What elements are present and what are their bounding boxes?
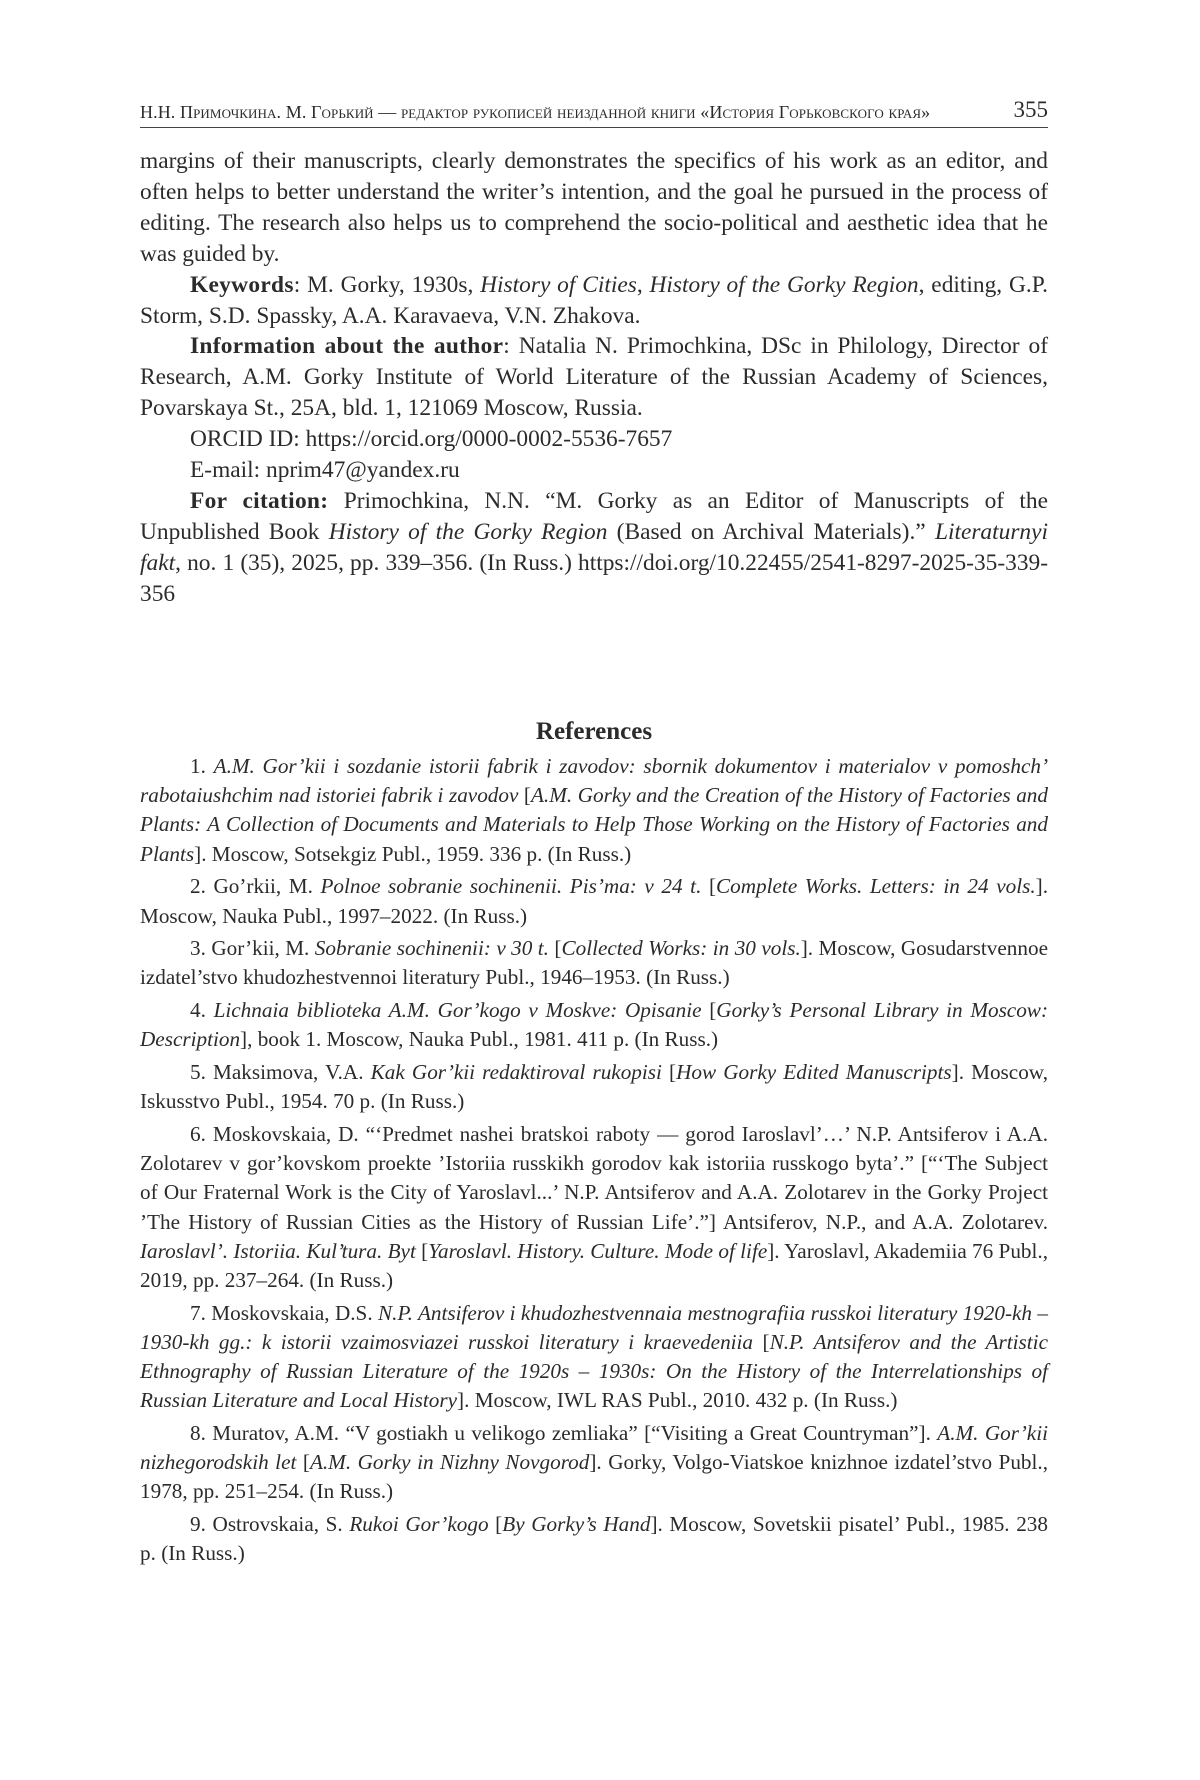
email: E-mail: nprim47@yandex.ru bbox=[190, 457, 460, 484]
keywords-text: , editing, G.P. Storm, S.D. Spassky, A.A. Karavaeva, V.N. Zhakova. bbox=[140, 271, 1048, 329]
reference-segment: 2. Go’rkii, M. bbox=[190, 874, 321, 899]
reference-segment: ]. Moscow, Sovetskii pisatel’ Publ., 1985. 238 p. (In Russ.) bbox=[140, 1512, 1048, 1566]
reference-italic-segment: N.P. Antsiferov and the Artistic Ethnography of Russian Literature of the 1920s – 1930s: On the History of the Interrelationships of Russian Literature and Local History bbox=[140, 1329, 1048, 1413]
reference-segment: [ bbox=[753, 1329, 770, 1354]
citation-text: (Based on Archival Materials).” bbox=[607, 518, 935, 545]
reference-italic-segment: A.M. Gor’kii nizhegorodskih let bbox=[140, 1420, 1048, 1475]
reference-italic-segment: N.P. Antsiferov i khudozhestvennaia mestnografiia russkoi literatury 1920-kh – 1930-kh gg.: k istorii vzaimosviazei russkoi literatury i kraevedeniia bbox=[140, 1300, 1049, 1354]
reference-item bbox=[140, 934, 1048, 992]
reference-segment: [ bbox=[296, 1450, 310, 1475]
reference-italic-segment: Complete Works. Letters: in 24 vols. bbox=[716, 874, 1036, 899]
reference-italic-segment: Gorky’s Personal Library in Moscow: Description bbox=[140, 998, 1048, 1052]
page-number: 355 bbox=[1013, 97, 1048, 122]
reference-italic-segment: A.M. Gorky in Nizhny Novgorod bbox=[309, 1450, 590, 1475]
references-list bbox=[140, 752, 1048, 1568]
reference-segment: 7. Moskovskaia, D.S. bbox=[190, 1300, 379, 1325]
reference-item bbox=[140, 1510, 1048, 1568]
reference-segment: 5. Maksimova, V.A. bbox=[190, 1060, 371, 1085]
reference-segment: ]. Moscow, IWL RAS Publ., 2010. 432 p. (In Russ.) bbox=[457, 1388, 898, 1413]
reference-item bbox=[140, 752, 1048, 869]
citation-label: For citation: bbox=[190, 487, 329, 514]
references-title: References bbox=[535, 718, 653, 745]
author-info bbox=[140, 331, 1048, 424]
reference-segment: ]. Moscow, Iskusstvo Publ., 1954. 70 p. (In Russ.) bbox=[140, 1060, 1049, 1114]
citation-text: , no. 1 (35), 2025, pp. 339–356. (In Russ.) https://doi.org/10.22455/2541-8297-2025-35-339-356 bbox=[140, 549, 1048, 607]
orcid: ORCID ID: https://orcid.org/0000-0002-5536-7657 bbox=[190, 426, 673, 453]
running-title: Н.Н. Примочкина. М. Горький — редактор рукописей неизданной книги «История Горьковского края» bbox=[140, 102, 931, 122]
reference-segment: [ bbox=[701, 874, 717, 899]
keywords-text: : M. Gorky, 1930s, bbox=[293, 271, 481, 298]
reference-italic-segment: Collected Works: in 30 vols. bbox=[561, 936, 801, 961]
reference-italic-segment: By Gorky’s Hand bbox=[502, 1512, 651, 1537]
reference-segment: [ bbox=[548, 936, 562, 961]
reference-italic-segment: A.M. Gorky and the Creation of the History of Factories and Plants: A Collection of Documents and Materials to Help Those Working on the History of Factories and Plants bbox=[140, 783, 1048, 866]
reference-segment: 4. bbox=[190, 998, 214, 1023]
reference-segment: [ bbox=[518, 783, 531, 808]
reference-item bbox=[140, 1058, 1048, 1116]
reference-segment: [ bbox=[488, 1512, 503, 1537]
reference-italic-segment: Kak Gor’kii redaktiroval rukopisi bbox=[370, 1060, 662, 1085]
citation-text: Primochkina, N.N. “M. Gorky as an Editor of Manuscripts of the Unpublished Book bbox=[140, 487, 1048, 545]
reference-item bbox=[140, 872, 1048, 930]
reference-segment: 8. Muratov, A.M. “V gostiakh u velikogo zemliaka” [“Visiting a Great Countryman”]. bbox=[190, 1420, 938, 1445]
keywords-text: , bbox=[636, 271, 650, 298]
keywords-italic-2: History of the Gorky Region bbox=[649, 271, 919, 298]
reference-segment: [ bbox=[661, 1060, 677, 1085]
reference-item bbox=[140, 1120, 1048, 1295]
reference-segment: ]. Gorky, Volgo-Viatskoe knizhnoe izdatel’stvo Publ., 1978, pp. 251–254. (In Russ.) bbox=[140, 1450, 1048, 1504]
reference-segment: ]. Moscow, Nauka Publ., 1997–2022. (In Russ.) bbox=[140, 874, 1048, 928]
author-info-text: : Natalia N. Primochkina, DSc in Philology, Director of Research, A.M. Gorky Institute of World Literature of the Russian Academy of Sciences, Povarskaya St., 25A, bld. 1, 121069 Moscow, Russia. bbox=[140, 333, 1048, 422]
citation-italic-2: Literaturnyi fakt bbox=[140, 518, 1048, 576]
reference-item bbox=[140, 1419, 1048, 1507]
reference-segment: ]. Moscow, Sotsekgiz Publ., 1959. 336 p. (In Russ.) bbox=[194, 841, 632, 866]
reference-segment: 9. Ostrovskaia, S. bbox=[190, 1512, 350, 1537]
reference-item bbox=[140, 996, 1048, 1054]
keywords-italic-1: History of Cities bbox=[480, 271, 637, 298]
reference-italic-segment: Yaroslavl. History. Culture. Mode of life bbox=[428, 1238, 768, 1263]
reference-italic-segment: Rukoi Gor’kogo bbox=[349, 1512, 489, 1537]
reference-segment: 3. Gor’kii, M. bbox=[190, 936, 315, 961]
reference-segment: ]. Yaroslavl, Akademiia 76 Publ., 2019, pp. 237–264. (In Russ.) bbox=[140, 1238, 1048, 1292]
reference-italic-segment: Iaroslavl’. Istoriia. Kul’tura. Byt bbox=[140, 1238, 416, 1263]
reference-segment: ], book 1. Moscow, Nauka Publ., 1981. 411 p. (In Russ.) bbox=[240, 1027, 719, 1052]
citation bbox=[140, 486, 1048, 610]
reference-item bbox=[140, 1299, 1048, 1416]
reference-segment: 6. Moskovskaia, D. “‘Predmet nashei bratskoi raboty — gorod Iaroslavl’…’ N.P. Antsiferov i A.A. Zolotarev v gor’kovskom proekte ’Istoriia russkikh gorodov kak istoriia russkogo byta’.” [“‘The Subject of Our Fraternal Work is the City of Yaroslavl...’ N.P. Antsiferov and A.A. Zolotarev in the Gorky Project ’The History of Russian Cities as the History of Russian Life’.”] Antsiferov, N.P., and A.A. Zolotarev. bbox=[140, 1121, 1048, 1234]
reference-italic-segment: Sobranie sochinenii: v 30 t. bbox=[314, 936, 549, 961]
reference-italic-segment: Lichnaia biblioteka A.M. Gor’kogo v Moskve: Opisanie bbox=[213, 998, 702, 1023]
keywords-label: Keywords bbox=[190, 271, 294, 298]
reference-segment: 1. bbox=[190, 754, 214, 778]
running-head bbox=[140, 90, 1048, 128]
reference-italic-segment: How Gorky Edited Manuscripts bbox=[676, 1060, 952, 1085]
reference-segment: ]. Moscow, Gosudarstvennoe izdatel’stvo khudozhestvennoi literatury Publ., 1946–1953. (In Russ.) bbox=[140, 936, 1048, 990]
abstract bbox=[140, 146, 1048, 610]
abstract-continuation: margins of their manuscripts, clearly demonstrates the specifics of his work as an editor, and often helps to better understand the writer’s intention, and the goal he pursued in the process of editing. The research also helps us to comprehend the socio-political and aesthetic idea that he was guided by. bbox=[140, 148, 1048, 267]
reference-italic-segment: A.M. Gor’kii i sozdanie istorii fabrik i zavodov: sbornik dokumentov i materialov v pomoshch’ rabotaiushchim nad istoriei fabrik i zavodov bbox=[140, 754, 1049, 808]
reference-segment: [ bbox=[415, 1238, 429, 1263]
reference-segment: [ bbox=[701, 998, 717, 1023]
keywords bbox=[140, 270, 1048, 332]
citation-italic-1: History of the Gorky Region bbox=[328, 518, 608, 545]
reference-italic-segment: Polnoe sobranie sochinenii. Pis’ma: v 24 t. bbox=[320, 874, 702, 899]
references-section bbox=[140, 718, 1048, 1572]
author-info-label: Information about the author bbox=[190, 333, 504, 360]
